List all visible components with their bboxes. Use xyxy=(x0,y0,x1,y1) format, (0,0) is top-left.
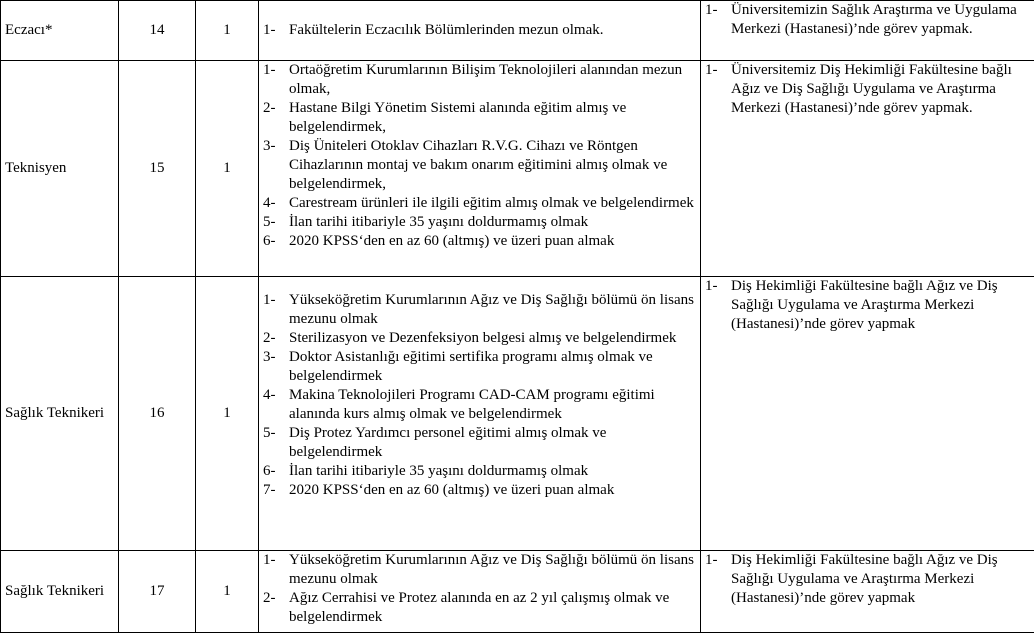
list-item xyxy=(259,551,700,589)
list-item xyxy=(259,232,700,251)
item-text: Diş Hekimliği Fakültesine bağlı Ağız ve Diş Sağlığı Uygulama ve Araştırma Merkezi (Hastanesi)’nde görev yapmak xyxy=(731,552,998,606)
list-item xyxy=(259,137,700,194)
position-count: 1 xyxy=(196,61,259,277)
notes-cell xyxy=(701,551,1034,633)
position-code: 17 xyxy=(119,551,196,633)
notes-list xyxy=(701,1,1034,39)
item-number: 7- xyxy=(263,481,276,500)
list-item xyxy=(259,481,700,500)
table-row xyxy=(1,277,1034,551)
table-row xyxy=(1,61,1034,277)
notes-list xyxy=(701,61,1034,118)
item-text: Ağız Cerrahisi ve Protez alanında en az 2 yıl çalışmış olmak ve belgelendirmek xyxy=(289,590,669,625)
list-item xyxy=(259,589,700,627)
notes-cell xyxy=(701,1,1034,61)
item-text: Diş Üniteleri Otoklav Cihazları R.V.G. Cihazı ve Röntgen Cihazlarının montaj ve bakım onarım eğitimini almış olmak ve belgelendirmek, xyxy=(289,138,667,192)
requirements-list xyxy=(259,21,700,40)
list-item xyxy=(259,21,700,40)
table-row xyxy=(1,551,1034,633)
item-number: 1- xyxy=(705,277,718,296)
item-number: 6- xyxy=(263,462,276,481)
requirements-cell xyxy=(259,1,701,61)
list-item xyxy=(259,329,700,348)
list-item xyxy=(259,213,700,232)
item-number: 5- xyxy=(263,213,276,232)
requirements-cell xyxy=(259,277,701,551)
list-item xyxy=(701,61,1034,118)
item-number: 1- xyxy=(705,551,718,570)
item-text: Makina Teknolojileri Programı CAD-CAM programı eğitimi alanında kurs almış olmak ve belgelendirmek xyxy=(289,387,655,422)
notes-cell xyxy=(701,61,1034,277)
requirements-list xyxy=(259,277,700,500)
item-number: 1- xyxy=(705,61,718,80)
list-item xyxy=(701,1,1034,39)
item-text: Diş Protez Yardımcı personel eğitimi almış olmak ve belgelendirmek xyxy=(289,425,606,460)
list-item xyxy=(259,348,700,386)
list-item xyxy=(259,424,700,462)
item-text: Carestream ürünleri ile ilgili eğitim almış olmak ve belgelendirmek xyxy=(289,195,694,211)
item-number: 1- xyxy=(263,21,276,40)
item-text: Doktor Asistanlığı eğitimi sertifika programı almış olmak ve belgelendirmek xyxy=(289,349,653,384)
position-count: 1 xyxy=(196,551,259,633)
notes-list xyxy=(701,277,1034,334)
position-title: Teknisyen xyxy=(1,61,119,277)
item-text: İlan tarihi itibariyle 35 yaşını doldurmamış olmak xyxy=(289,214,588,230)
list-item xyxy=(701,277,1034,334)
position-code: 14 xyxy=(119,1,196,61)
position-code: 16 xyxy=(119,277,196,551)
item-number: 1- xyxy=(705,1,718,20)
item-text: Üniversitemizin Sağlık Araştırma ve Uygulama Merkezi (Hastanesi)’nde görev yapmak. xyxy=(731,2,1017,37)
requirements-list xyxy=(259,61,700,251)
list-item xyxy=(259,386,700,424)
notes-list xyxy=(701,551,1034,608)
notes-cell xyxy=(701,277,1034,551)
requirements-list xyxy=(259,551,700,627)
item-text: Ortaöğretim Kurumlarının Bilişim Teknolojileri alanından mezun olmak, xyxy=(289,62,682,97)
item-text: Yükseköğretim Kurumlarının Ağız ve Diş Sağlığı bölümü ön lisans mezunu olmak xyxy=(289,552,694,587)
item-number: 1- xyxy=(263,61,276,80)
item-text: Hastane Bilgi Yönetim Sistemi alanında eğitim almış ve belgelendirmek, xyxy=(289,100,626,135)
list-item xyxy=(259,99,700,137)
item-text: Sterilizasyon ve Dezenfeksiyon belgesi almış ve belgelendirmek xyxy=(289,330,676,346)
list-item xyxy=(259,194,700,213)
item-text: İlan tarihi itibariyle 35 yaşını doldurmamış olmak xyxy=(289,463,588,479)
position-title: Sağlık Teknikeri xyxy=(1,277,119,551)
list-item xyxy=(259,462,700,481)
item-number: 1- xyxy=(263,551,276,570)
item-text: Üniversitemiz Diş Hekimliği Fakültesine bağlı Ağız ve Diş Sağlığı Uygulama ve Araştırma Merkezi (Hastanesi)’nde görev yapmak. xyxy=(731,62,1012,116)
item-number: 2- xyxy=(263,99,276,118)
requirements-cell xyxy=(259,61,701,277)
position-code: 15 xyxy=(119,61,196,277)
item-text: 2020 KPSS‘den en az 60 (altmış) ve üzeri puan almak xyxy=(289,233,614,249)
item-text: Diş Hekimliği Fakültesine bağlı Ağız ve Diş Sağlığı Uygulama ve Araştırma Merkezi (Hastanesi)’nde görev yapmak xyxy=(731,278,998,332)
table-row xyxy=(1,1,1034,61)
item-number: 4- xyxy=(263,386,276,405)
position-title: Eczacı* xyxy=(1,1,119,61)
list-item xyxy=(259,291,700,329)
position-count: 1 xyxy=(196,1,259,61)
item-number: 2- xyxy=(263,329,276,348)
item-text: Yükseköğretim Kurumlarının Ağız ve Diş Sağlığı bölümü ön lisans mezunu olmak xyxy=(289,292,694,327)
item-number: 3- xyxy=(263,137,276,156)
item-number: 2- xyxy=(263,589,276,608)
position-count: 1 xyxy=(196,277,259,551)
item-number: 5- xyxy=(263,424,276,443)
item-number: 3- xyxy=(263,348,276,367)
item-text: Fakültelerin Eczacılık Bölümlerinden mezun olmak. xyxy=(289,22,604,38)
item-text: 2020 KPSS‘den en az 60 (altmış) ve üzeri puan almak xyxy=(289,482,614,498)
requirements-cell xyxy=(259,551,701,633)
item-number: 4- xyxy=(263,194,276,213)
list-item xyxy=(701,551,1034,608)
position-title: Sağlık Teknikeri xyxy=(1,551,119,633)
item-number: 1- xyxy=(263,291,276,310)
list-item xyxy=(259,61,700,99)
item-number: 6- xyxy=(263,232,276,251)
